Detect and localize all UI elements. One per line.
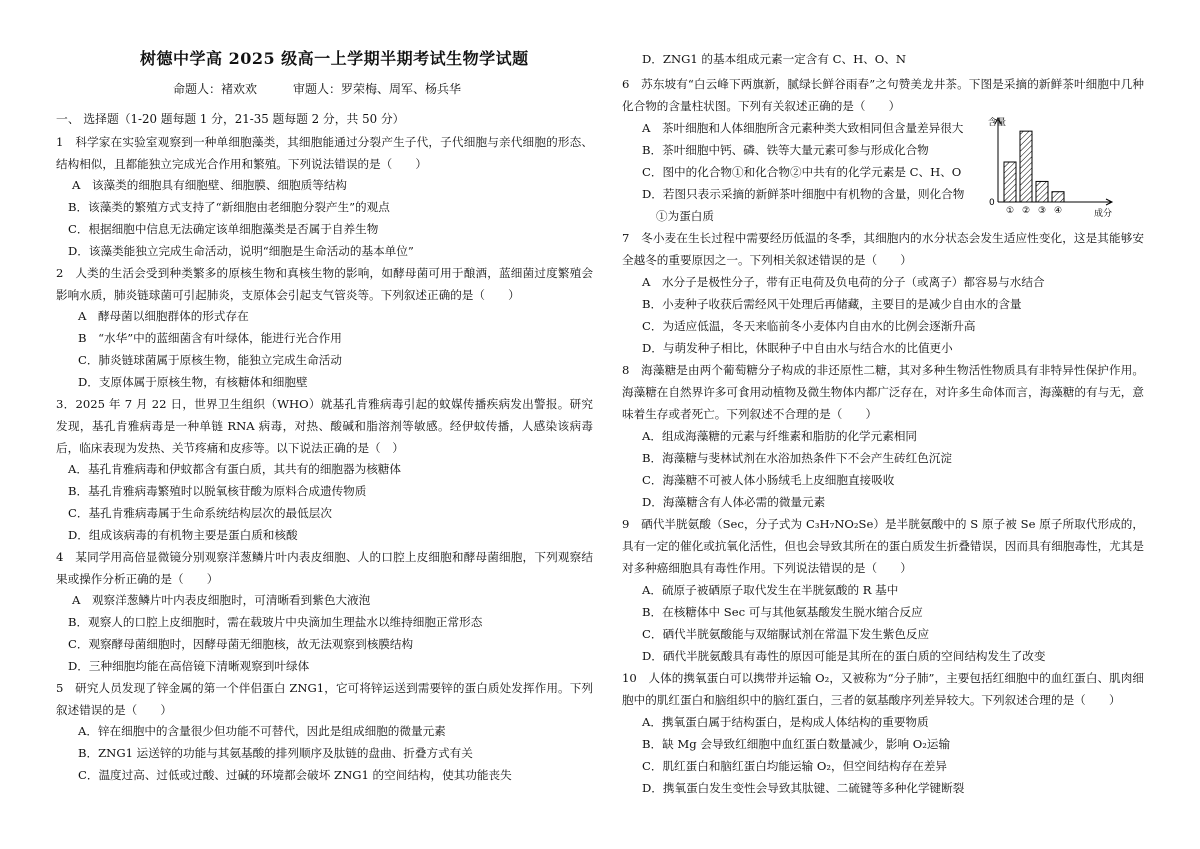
q9-option-d: D．硒代半胱氨酸具有毒性的原因可能是其所在的蛋白质的空间结构发生了改变 [642, 649, 1046, 663]
bar-1 [1004, 162, 1016, 202]
q7-option-b: B．小麦种子收获后需经风干处理后再储藏，主要目的是减少自由水的含量 [642, 297, 1022, 311]
question-6-stem: 6 苏东坡有“白云峰下两旗新，腻绿长鲜谷雨春”之句赞美龙井茶。下图是采摘的新鲜茶叶细胞中几种化合物的含量柱状图。下列有关叙述正确的是（ ） [622, 77, 1144, 113]
bar-2 [1020, 131, 1032, 202]
question-5-stem: 5 研究人员发现了锌金属的第一个伴侣蛋白 ZNG1，它可将锌运送到需要锌的蛋白质处发挥作用。下列叙述错误的是（ ） [56, 681, 593, 717]
q8-option-a: A．组成海藻糖的元素与纤维素和脂肪的化学元素相同 [642, 429, 918, 443]
tick-label-2: ② [1021, 206, 1031, 216]
q1-option-c: C．根据细胞中信息无法确定该单细胞藻类是否属于自养生物 [68, 222, 379, 236]
q6-option-b: B．茶叶细胞中钙、磷、铁等大量元素可参与形成化合物 [642, 143, 929, 157]
q4-option-b: B．观察人的口腔上皮细胞时，需在载玻片中央滴加生理盐水以维持细胞正常形态 [68, 615, 483, 629]
question-2-stem: 2 人类的生活会受到种类繁多的原核生物和真核生物的影响，如酵母菌可用于酿酒，蓝细菌过度繁殖会影响水质，肺炎链球菌可引起肺炎，支原体会引起支气管炎等。下列叙述正确的是（ ） [56, 266, 593, 302]
q2-option-d: D．支原体属于原核生物，有核糖体和细胞壁 [78, 375, 308, 389]
q1-option-a: A 该藻类的细胞具有细胞壁、细胞膜、细胞质等结构 [72, 178, 348, 192]
origin-label: 0 [989, 198, 995, 208]
question-1-stem: 1 科学家在实验室观察到一种单细胞藻类，其细胞能通过分裂产生子代，子代细胞与亲代细胞的形态、结构相似，且都能独立完成光合作用和繁殖。下列说法错误的是（ ） [56, 135, 593, 171]
tick-label-4: ④ [1053, 206, 1063, 216]
bar-3 [1036, 181, 1048, 202]
x-axis-label: 成分 [1093, 209, 1112, 219]
q9-option-a: A．硫原子被硒原子取代发生在半胱氨酸的 R 基中 [642, 583, 899, 597]
q5-option-c: C．温度过高、过低或过酸、过碱的环境都会破坏 ZNG1 的空间结构，使其功能丧失 [78, 768, 512, 782]
q4-option-c: C．观察酵母菌细胞时，因酵母菌无细胞核，故无法观察到核膜结构 [68, 637, 414, 651]
q9-option-b: B．在核糖体中 Sec 可与其他氨基酸发生脱水缩合反应 [642, 605, 923, 619]
question-9-stem: 9 硒代半胱氨酸（Sec，分子式为 C₃H₇NO₂Se）是半胱氨酸中的 S 原子被 Se 原子所取代形成的，具有一定的催化或抗氧化活性，但也会导致其所在的蛋白质发生折叠错误，因而具有细胞毒性，尤其是对多种癌细胞具有毒性作用。下列说法错误的是（ ） [622, 517, 1144, 575]
q4-option-d: D．三种细胞均能在高倍镜下清晰观察到叶绿体 [68, 659, 310, 673]
q1-option-d: D．该藻类能独立完成生命活动，说明“细胞是生命活动的基本单位” [68, 244, 414, 258]
q4-option-a: A 观察洋葱鳞片叶内表皮细胞时，可清晰看到紫色大液泡 [72, 593, 371, 607]
q3-option-b: B．基孔肯雅病毒繁殖时以脱氧核苷酸为原料合成遗传物质 [68, 484, 367, 498]
q10-option-c: C．肌红蛋白和脑红蛋白均能运输 O₂，但空间结构存在差异 [642, 759, 947, 773]
authors-line: 命题人：褚欢欢 审题人：罗荣梅、周军、杨兵华 [173, 82, 462, 96]
bar-4 [1052, 192, 1064, 202]
q8-option-d: D．海藻糖含有人体必需的微量元素 [642, 495, 826, 509]
q3-option-d: D．组成该病毒的有机物主要是蛋白质和核酸 [68, 528, 298, 542]
q5-option-b: B．ZNG1 运送锌的功能与其氨基酸的排列顺序及肽链的盘曲、折叠方式有关 [78, 746, 473, 760]
question-3-stem: 3．2025 年 7 月 22 日，世界卫生组织（WHO）就基孔肯雅病毒引起的蚊媒传播疾病发出警报。研究发现，基孔肯雅病毒是一种单链 RNA 病毒，对热、酸碱和脂溶剂等敏感。经伊蚊传播，人感染该病毒后，临床表现为发热、关节疼痛和皮疹等。以下说法正确的是（ ） [56, 397, 593, 455]
q8-option-c: C．海藻糖不可被人体小肠绒毛上皮细胞直接吸收 [642, 473, 895, 487]
question-7-stem: 7 冬小麦在生长过程中需要经历低温的冬季，其细胞内的水分状态会发生适应性变化，这是其能够安全越冬的重要原因之一。下列相关叙述错误的是（ ） [622, 231, 1144, 267]
q2-option-c: C．肺炎链球菌属于原核生物，能独立完成生命活动 [78, 353, 342, 367]
q5-option-a: A．锌在细胞中的含量很少但功能不可替代，因此是组成细胞的微量元素 [78, 724, 446, 738]
q7-option-a: A 水分子是极性分子，带有正电荷及负电荷的分子（或离子）都容易与水结合 [642, 275, 1045, 289]
question-10-stem: 10 人体的携氧蛋白可以携带并运输 O₂，又被称为“分子肺”，主要包括红细胞中的血红蛋白、肌肉细胞中的肌红蛋白和脑组织中的脑红蛋白，三者的氨基酸序列差异较大。下列叙述合理的是（ ） [622, 671, 1144, 707]
q10-option-a: A．携氧蛋白属于结构蛋白，是构成人体结构的重要物质 [642, 715, 929, 729]
q2-option-a: A 酵母菌以细胞群体的形式存在 [78, 309, 249, 323]
y-axis-label: 含量 [988, 118, 1007, 128]
q7-option-c: C．为适应低温，冬天来临前冬小麦体内自由水的比例会逐渐升高 [642, 319, 976, 333]
exam-title: 树德中学高 2025 级高一上学期半期考试生物学试题 [140, 49, 529, 68]
q6-option-a: A 茶叶细胞和人体细胞所含元素种类大致相同但含量差异很大 [642, 121, 964, 135]
question-8-stem: 8 海藻糖是由两个葡萄糖分子构成的非还原性二糖，其对多种生物活性物质具有非特异性保护作用。海藻糖在自然界许多可食用动植物及微生物体内都广泛存在，对许多生命体而言，海藻糖的有与无，意味着生存或者死亡。下列叙述不合理的是（ ） [622, 363, 1144, 421]
q7-option-d: D．与萌发种子相比，休眠种子中自由水与结合水的比值更小 [642, 341, 953, 355]
q10-option-d: D．携氧蛋白发生变性会导致其肽键、二硫键等多种化学键断裂 [642, 781, 965, 795]
question-4-stem: 4 某同学用高倍显微镜分别观察洋葱鳞片叶内表皮细胞、人的口腔上皮细胞和酵母菌细胞，下列观察结果或操作分析正确的是（ ） [56, 550, 593, 586]
tick-label-1: ① [1005, 206, 1015, 216]
q1-option-b: B．该藻类的繁殖方式支持了“新细胞由老细胞分裂产生”的观点 [68, 200, 390, 214]
q3-option-a: A．基孔肯雅病毒和伊蚊都含有蛋白质，其共有的细胞器为核糖体 [68, 462, 401, 476]
section-heading: 一、 选择题（1-20 题每题 1 分，21-35 题每题 2 分，共 50 分） [56, 112, 405, 126]
q3-option-c: C．基孔肯雅病毒属于生命系统结构层次的最低层次 [68, 506, 332, 520]
q10-option-b: B．缺 Mg 会导致红细胞中血红蛋白数量减少，影响 O₂运输 [642, 737, 951, 751]
q6-option-c: C．图中的化合物①和化合物②中共有的化学元素是 C、H、O [642, 165, 962, 179]
q9-option-c: C．硒代半胱氨酸能与双缩脲试剂在常温下发生紫色反应 [642, 627, 930, 641]
tick-label-3: ③ [1037, 206, 1047, 216]
q5-option-d: D．ZNG1 的基本组成元素一定含有 C、H、O、N [642, 52, 907, 66]
q6-option-d-continued: ①为蛋白质 [656, 209, 714, 223]
q6-option-d: D．若图只表示采摘的新鲜茶叶细胞中有机物的含量，则化合物 [642, 187, 965, 201]
q8-option-b: B．海藻糖与斐林试剂在水浴加热条件下不会产生砖红色沉淀 [642, 451, 952, 465]
compound-content-bar-chart [978, 114, 1124, 220]
q2-option-b: B “水华”中的蓝细菌含有叶绿体，能进行光合作用 [78, 331, 342, 345]
